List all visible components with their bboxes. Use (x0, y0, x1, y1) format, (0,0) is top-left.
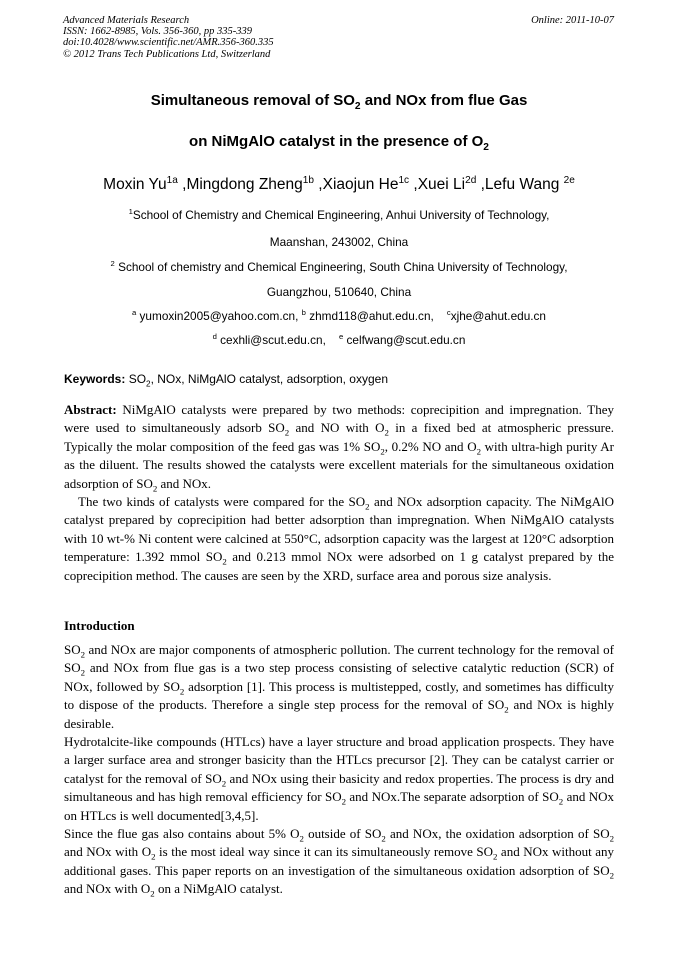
subscript: 2 (476, 446, 482, 457)
intro-paragraph-3: Since the flue gas also contains about 5% $O_2$ outside of $SO_2$ and NOx, the oxidation adsorption of $SO_2$ and NOx with $O_2$ is the most ideal way since it can its simultaneously remove $SO_2$ and NOx without any additional gases. This paper reports on an investigation of the simultaneous oxidation adsorption of $SO_2$ and NOx with $O_2$ on a NiMgAlO catalyst. (64, 826, 615, 899)
author-name: ,Xiaojun He (314, 176, 399, 193)
subscript: 2 (381, 833, 386, 844)
introduction-body (64, 641, 614, 899)
subscript: 2 (380, 446, 385, 457)
title-line-1: Simultaneous removal of $SO_2$ and NOx from flue Gas (150, 92, 528, 112)
journal-info (63, 15, 274, 60)
subscript: 2 (284, 428, 290, 438)
subscript: 2 (222, 556, 227, 567)
author-name: Moxin Yu (103, 176, 167, 193)
email-link[interactable]: cexhli@scut.edu.cn, (216, 333, 339, 347)
affiliation-1-line-2: Maanshan, 243002, China (269, 235, 409, 249)
issn-line: ISSN: 1662-8985, Vols. 356-360, pp 335-339 (63, 26, 252, 38)
subscript: 2 (609, 833, 615, 844)
subscript: 2 (504, 704, 509, 715)
intro-paragraph-2: Hydrotalcite-like compounds (HTLcs) have a layer structure and broad application prospects. They have a larger surface area and stronger basicity than the HTLcs precursor [2]. They can be catalyst carrier or catalyst for the removal of $SO_2$ and NOx using their basicity and redox properties. The process is dry and simultaneous and has high removal efficiency for $SO_2$ and NOx.The separate adsorption of $SO_2$ and NOx on HTLcs is well documented[3,4,5]. (64, 734, 615, 823)
subscript: 2 (558, 796, 564, 807)
author-name: ,Lefu Wang (476, 176, 564, 193)
email-link[interactable]: xjhe@ahut.edu.cn (450, 309, 546, 323)
author-list: Moxin $Yu^{1a}$ ,Mingdong Zheng$^{1b}$ ,Xiaojun $He^{1c}$ ,Xuei $Li^{2d}$ ,Lefu Wang $^{2e}$ (103, 174, 575, 193)
abstract-paragraph-1: Abstract: NiMgAlO catalysts were prepared by two methods: coprecipition and impregnation. They were used to simultaneously adsorb $SO_2$ and NO with $O_2$ in a fixed bed at atmospheric pressure. Typically the molar composition of the feed gas was 1% $SO_2$, 0.2% NO and $O_2$ with ultra-high purity Ar as the diluent. The results showed the catalysts were excellent materials for the simultaneous oxidation adsorption of $SO_2$ and NOx. (64, 402, 614, 494)
subscript: 2 (80, 649, 86, 660)
title-line-2: on NiMgAlO catalyst in the presence of $O_2$ (189, 133, 489, 153)
subscript: 2 (384, 428, 389, 438)
subscript: 2 (365, 501, 370, 512)
doi-line: doi:10.4028/www.scientific.net/AMR.356-360.335 (63, 37, 274, 49)
subscript: 2 (493, 852, 498, 863)
subscript: 2 (341, 796, 347, 807)
subscript: 2 (221, 778, 227, 789)
email-line-2: $^d$ cexhli@scut.edu.cn, $^e$ celfwang@scut.edu.cn (212, 332, 466, 347)
affiliation-2-line-1: $^2$ School of chemistry and Chemical Engineering, South China University of Technology, (110, 259, 568, 274)
subscript: 2 (179, 686, 185, 697)
email-link[interactable]: zhmd118@ahut.edu.cn, (305, 309, 447, 323)
intro-paragraph-1: $SO_2$ and NOx are major components of atmospheric pollution. The current technology for the removal of $SO_2$ and NOx from flue gas is a two step process consisting of selective catalytic reduction (SCR) of NOx, followed by $SO_2$ adsorption [1]. This process is multistepped, costly, and sometimes has difficulty to dispose of the products. Therefore a single step process for the removal of $SO_2$ and NOx is highly desirable. (64, 642, 614, 731)
author-name: ,Mingdong Zheng (177, 176, 303, 193)
subscript: 2 (299, 833, 304, 844)
section-heading-introduction: Introduction (64, 618, 135, 633)
email-line-1: $^a$ yumoxin2005@yahoo.com.cn, $^b$ zhmd118@ahut.edu.cn, $^c$xjhe@ahut.edu.cn (131, 308, 546, 323)
email-link[interactable]: celfwang@scut.edu.cn (343, 333, 466, 347)
affiliation-1-line-1: $^1$School of Chemistry and Chemical Engineering, Anhui University of Technology, (128, 207, 550, 222)
copyright-line: © 2012 Trans Tech Publications Ltd, Switzerland (63, 48, 271, 60)
subscript: 2 (152, 483, 158, 494)
keywords-label: Keywords: (64, 372, 126, 386)
email-link[interactable]: yumoxin2005@yahoo.com.cn, (136, 309, 302, 323)
abstract-label: Abstract: (64, 402, 117, 417)
subscript: 2 (80, 668, 86, 678)
author-name: ,Xuei Li (409, 176, 466, 193)
online-date: Online: 2011-10-07 (531, 15, 614, 26)
subscript: 2 (150, 888, 155, 899)
abstract (64, 401, 614, 585)
subscript: 2 (151, 852, 156, 863)
abstract-paragraph-2: The two kinds of catalysts were compared for the $SO_2$ and NOx adsorption capacity. The NiMgAlO catalyst prepared by coprecipition had better adsorption than impregnation. When NiMgAlO catalysts with 10 wt-% Ni content were calcined at 550°C, adsorption capacity was the largest at 120°C adsorption temperature: 1.392 mmol $SO_2$ and 0.213 mmol NOx were adsorbed on 1 g catalyst prepared by the coprecipition method. The causes are seen by the XRD, surface area and porous size analysis. (64, 494, 615, 583)
journal-name: Advanced Materials Research (63, 15, 190, 26)
affiliation-2-line-2: Guangzhou, 510640, China (266, 285, 412, 299)
subscript: 2 (609, 870, 614, 881)
keywords: Keywords: $SO_2$, NOx, NiMgAlO catalyst, adsorption, oxygen (64, 372, 389, 389)
